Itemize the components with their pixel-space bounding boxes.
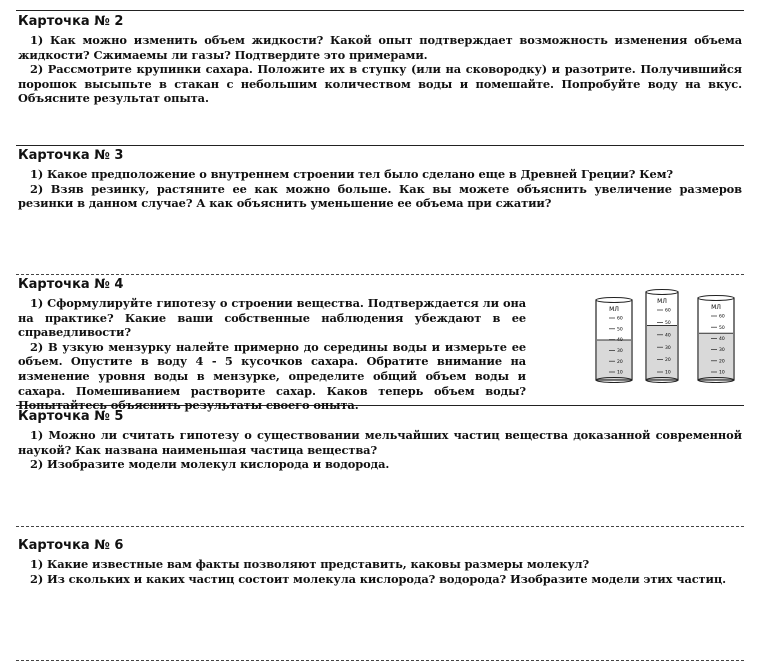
card-question: 1) Какие известные вам факты позволяют представить, каковы размеры молекул? — [30, 557, 590, 571]
water-fill — [699, 333, 733, 380]
scale-tick-label: 40 — [665, 333, 671, 339]
scale-tick-label: 60 — [617, 316, 623, 322]
separator-top — [16, 10, 744, 11]
scale-tick-label: 50 — [665, 321, 671, 326]
separator-card3 — [16, 145, 744, 146]
unit-label: МЛ — [609, 306, 619, 313]
cylinder-rim — [646, 290, 678, 295]
scale-tick-label: 20 — [719, 359, 725, 365]
scale-tick-label: 20 — [617, 359, 623, 365]
card-question: 1) Сформулируйте гипотезу о строении вещества. Подтверждается ли она на практике? Какие ваши собственные наблюдения убеждают в ее справедливости? — [18, 296, 526, 340]
scale-tick-label: 50 — [617, 327, 623, 333]
card-question: 1) Можно ли считать гипотезу о существовании мельчайших частиц вещества доказанной современной наукой? Как названа наименьшая частица вещества? — [18, 428, 742, 457]
card-title: Карточка № 2 — [18, 14, 124, 29]
measuring-cylinder — [698, 296, 734, 383]
separator-card6 — [16, 526, 744, 527]
card-title: Карточка № 4 — [18, 277, 124, 292]
scale-tick-label: 30 — [617, 349, 623, 354]
scale-tick-label: 10 — [719, 370, 725, 376]
measuring-cylinders-figure — [588, 288, 744, 392]
card-title: Карточка № 3 — [18, 148, 124, 163]
card-title: Карточка № 5 — [18, 409, 124, 424]
card-question: 2) Изобразите модели молекул кислорода и водорода. — [30, 457, 390, 472]
card-3 — [18, 148, 742, 211]
scale-tick-label: 50 — [719, 325, 725, 331]
scale-tick-label: 20 — [665, 358, 671, 364]
card-question: 2) В узкую мензурку налейте примерно до середины воды и измерьте ее объем. Опустите в воду 4 - 5 кусочков сахара. Обратите внимание на изменение уровня воды в мензурке, определите общий объем воды и сахара. Помешиванием растворите сахар. Каков теперь объем воды? Попытайтесь объяснить результаты своего опыта. — [18, 339, 526, 413]
scale-tick-label: 10 — [617, 370, 623, 376]
scale-tick-label: 30 — [665, 345, 671, 351]
card-2 — [18, 14, 742, 106]
separator-card4 — [16, 274, 744, 275]
card-title: Карточка № 6 — [18, 538, 124, 553]
card-question: 1) Как можно изменить объем жидкости? Какой опыт подтверждает возможность изменения объема жидкости? Сжимаемы ли газы? Подтвердите это примерами. — [18, 33, 742, 62]
scale-tick-label: 60 — [719, 314, 725, 320]
card-question: 1) Какое предположение о внутреннем строении тел было сделано еще в Древней Греции? Кем? — [30, 167, 673, 181]
unit-label: МЛ — [711, 304, 721, 311]
cylinder-rim — [698, 296, 734, 301]
card-question: 2) Рассмотрите крупинки сахара. Положите их в ступку (или на сковородку) и разотрите. Получившийся порошок высыпьте в стакан с небольшим количеством воды и помешайте. Попробуйте воду на вкус. Объясните результат опыта. — [18, 62, 742, 106]
cylinder-rim — [596, 298, 632, 303]
card-question: 2) Взяв резинку, растяните ее как можно больше. Как вы можете объяснить увеличение размеров резинки в данном случае? А как объяснить уменьшение ее объема при сжатии? — [18, 181, 742, 211]
measuring-cylinder — [596, 298, 632, 383]
unit-label: МЛ — [657, 298, 667, 305]
separator-bottom — [16, 660, 744, 661]
measuring-cylinder — [646, 290, 678, 383]
scale-tick-label: 10 — [665, 370, 671, 376]
water-fill — [597, 340, 631, 380]
card-5 — [18, 409, 742, 472]
card-6 — [18, 538, 742, 586]
scale-tick-label: 40 — [617, 338, 623, 344]
scale-tick-label: 30 — [719, 348, 725, 354]
card-question: 2) Из скольких и каких частиц состоит молекула кислорода? водорода? Изобразите модели этих частиц. — [30, 571, 727, 586]
scale-tick-label: 40 — [719, 337, 725, 342]
scale-tick-label: 60 — [665, 308, 671, 314]
measuring-cylinders-illustration — [588, 288, 744, 388]
